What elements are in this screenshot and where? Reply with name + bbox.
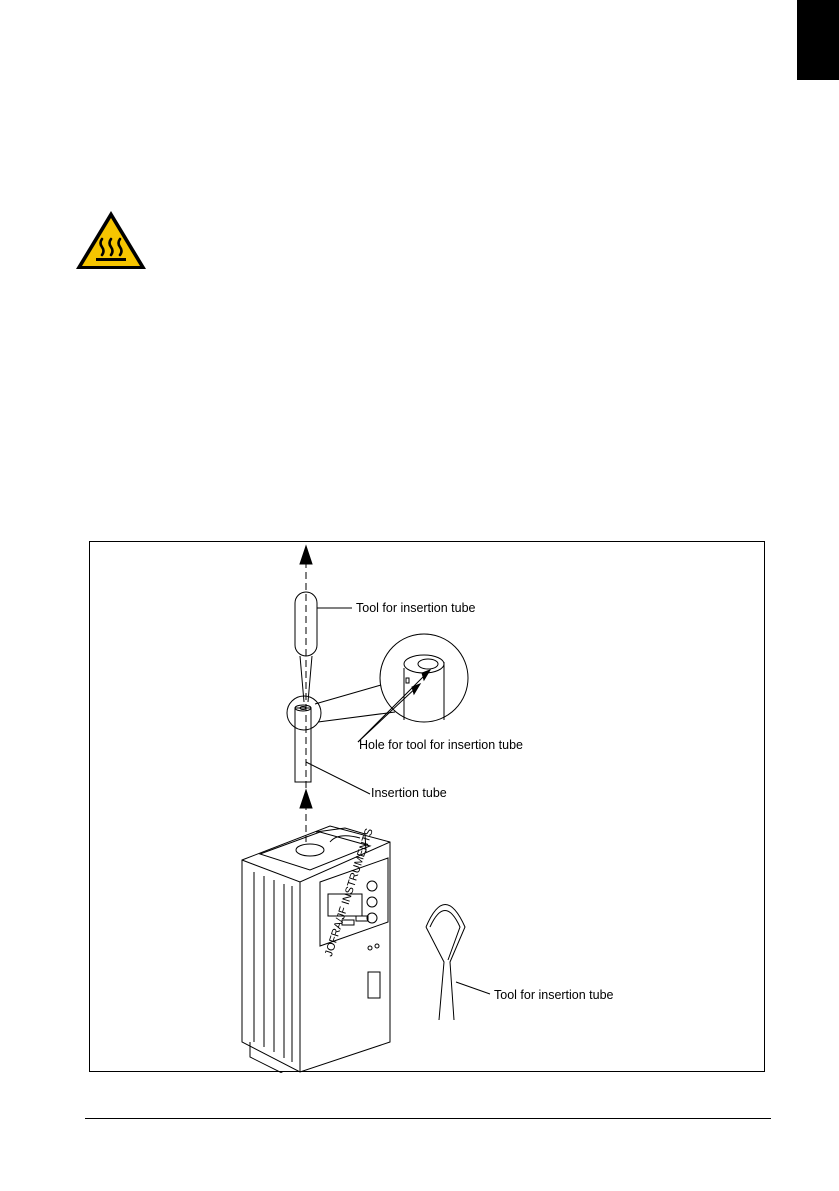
insertion-tube-removal-drawing: [90, 542, 766, 1073]
device-brand-label: JOFRA/JF INSTRUMENTS: [322, 827, 376, 959]
page-tab-marker: [797, 0, 839, 80]
callout-tool-tongs: Tool for insertion tube: [494, 988, 614, 1002]
footer-rule: [85, 1118, 771, 1119]
insertion-tube: [295, 708, 311, 782]
callout-tool-upper: Tool for insertion tube: [356, 601, 476, 615]
callout-hole: Hole for tool for insertion tube: [359, 738, 523, 752]
callout-insertion-tube: Insertion tube: [371, 786, 447, 800]
arrow-up-lower: [300, 790, 312, 808]
tool-upper-handle: [295, 592, 317, 656]
dry-block-calibrator: [242, 826, 390, 1073]
figure-frame: [89, 541, 765, 1072]
tongs-tool: [426, 905, 490, 1021]
hot-surface-warning-icon: [74, 209, 148, 271]
arrow-up-top: [300, 546, 312, 564]
